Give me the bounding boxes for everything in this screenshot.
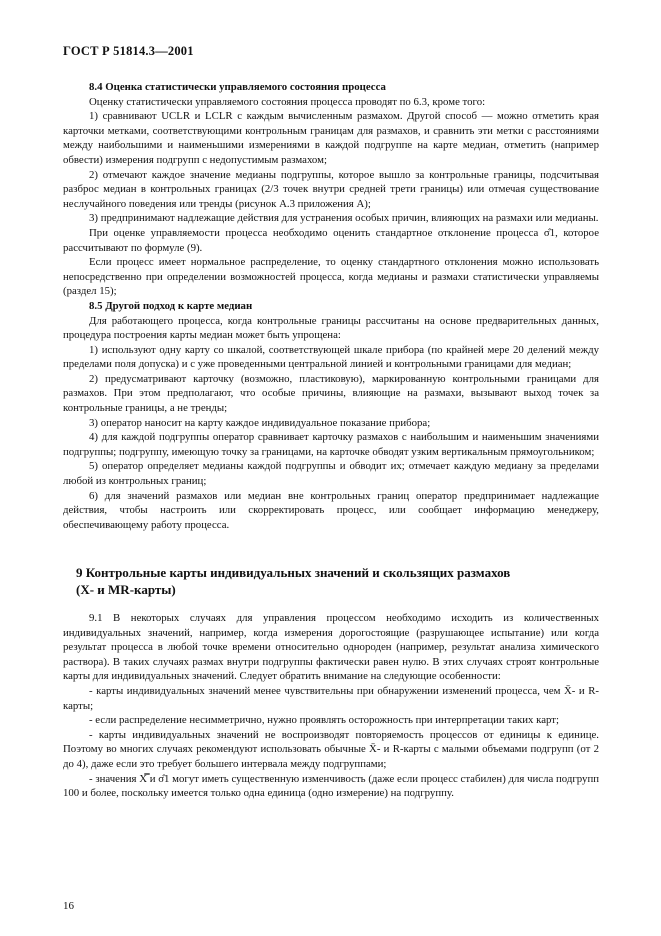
page-number: 16	[63, 900, 74, 912]
section-9-title-line1: 9 Контрольные карты индивидуальных значений и скользящих размахов	[76, 565, 511, 580]
document-header: ГОСТ Р 51814.3—2001	[63, 44, 194, 58]
section-9-title	[76, 564, 510, 598]
section-8-4	[63, 80, 599, 532]
section-9-title-line2: (X- и MR-карты)	[76, 582, 176, 597]
paragraph: 2) отмечают каждое значение медианы подгруппы, которое вышло за контрольные границы, подсчитывая разброс медиан в контрольных границах (2/3 точек внутри средней трети границы) или отмечая существование неслучайного поведения или тренды (рисунок А.3 приложения А);	[63, 168, 599, 210]
paragraph: При оценке управляемости процесса необходимо оценить стандартное отклонение процесса σ̂1, которое рассчитывают по формуле (9).	[63, 226, 599, 254]
bullet-item: - если распределение несимметрично, нужно проявлять осторожность при интерпретации таких карт;	[89, 714, 559, 727]
bullet-item: - значения X̿ и σ̂1 могут иметь существенную изменчивость (даже если процесс стабилен) для числа подгрупп 100 и более, поскольку имеется только одна единица (одно измерение) на подгруппу.	[63, 772, 599, 800]
bullet-item: - карты индивидуальных значений не воспроизводят повторяемость процессов от единицы к единице. Поэтому во многих случаях рекомендуют использовать обычные X̄- и R-карты с малыми объемами подгрупп (от 2 до 4), даже если это требует большего интервала между подгруппами;	[63, 728, 599, 770]
paragraph: 3) оператор наносит на карту каждое индивидуальное показание прибора;	[89, 416, 431, 429]
paragraph: 6) для значений размахов или медиан вне контрольных границ оператор предпринимает надлежащие действия, чтобы настроить или скорректировать процесс, или сообщает информацию менеджеру, обеспечивающему работу процесса.	[63, 489, 599, 531]
paragraph: 4) для каждой подгруппы оператор сравнивает карточку размахов с наибольшим и наименьшим значениями подгруппы; подгруппу, имеющую точку за границами, на карточке обводят узким вертикальным прямоугольником;	[63, 431, 599, 458]
paragraph: 1) используют одну карту со шкалой, соответствующей шкале прибора (по крайней мере 20 делений между пределами поля допуска) и с уже проведенными центральной линией и контрольными границами для медиан;	[63, 343, 599, 371]
section-8-4-title: 8.4 Оценка статистически управляемого состояния процесса	[89, 81, 386, 93]
bullet-item: - карты индивидуальных значений менее чувствительны при обнаружении изменений процесса, чем X̄- и R-карты;	[63, 684, 599, 712]
paragraph: 9.1 В некоторых случаях для управления процессом необходимо исходить из количественных индивидуальных значений, например, когда измерения дорогостоящие (разрушающее испытание) или когда результат процесса в любой точке времени относительно однороден (например, результат анализа химического раствора). В таких случаях размах внутри подгруппы фактически равен нулю. В этих случаях строят контрольные карты для индивидуальных значений. Следует обратить внимание на следующие особенности:	[63, 612, 599, 683]
paragraph: 1) сравнивают UCLR и LCLR с каждым вычисленным размахом. Другой способ — можно отметить края карточки метками, соответствующими контрольным границам для размахов, и сравнить эти метки с расстояниями между наибольшими и наименьшими измерениями в каждой подгруппе на карте медиан, отметить (например обвести) измерения подгрупп с недопустимым размахом;	[63, 110, 599, 166]
paragraph: Оценку статистически управляемого состояния процесса проводят по 6.3, кроме того:	[89, 95, 486, 108]
paragraph: Для работающего процесса, когда контрольные границы рассчитаны на основе предварительных данных, процедура построения карты медиан может быть упрощена:	[63, 314, 599, 342]
paragraph: 5) оператор определяет медианы каждой подгруппы и обводит их; отмечает каждую медиану за пределами любой из контрольных границ;	[63, 460, 599, 488]
paragraph: 3) предпринимают надлежащие действия для устранения особых причин, влияющих на размахи или медианы.	[89, 212, 599, 225]
paragraph: 2) предусматривают карточку (возможно, пластиковую), маркированную контрольными границами для размахов. При этом предполагают, что особые причины, влияющие на размахи, вызывают выход точек за контрольные границы, а не тренды;	[63, 372, 599, 415]
section-9-body	[63, 611, 599, 801]
paragraph: Если процесс имеет нормальное распределение, то оценку стандартного отклонения можно использовать непосредственно при определении возможностей процесса, когда медианы и размахи статистически управляемы (раздел 15);	[63, 256, 599, 298]
section-8-5-title: 8.5 Другой подход к карте медиан	[89, 299, 253, 312]
